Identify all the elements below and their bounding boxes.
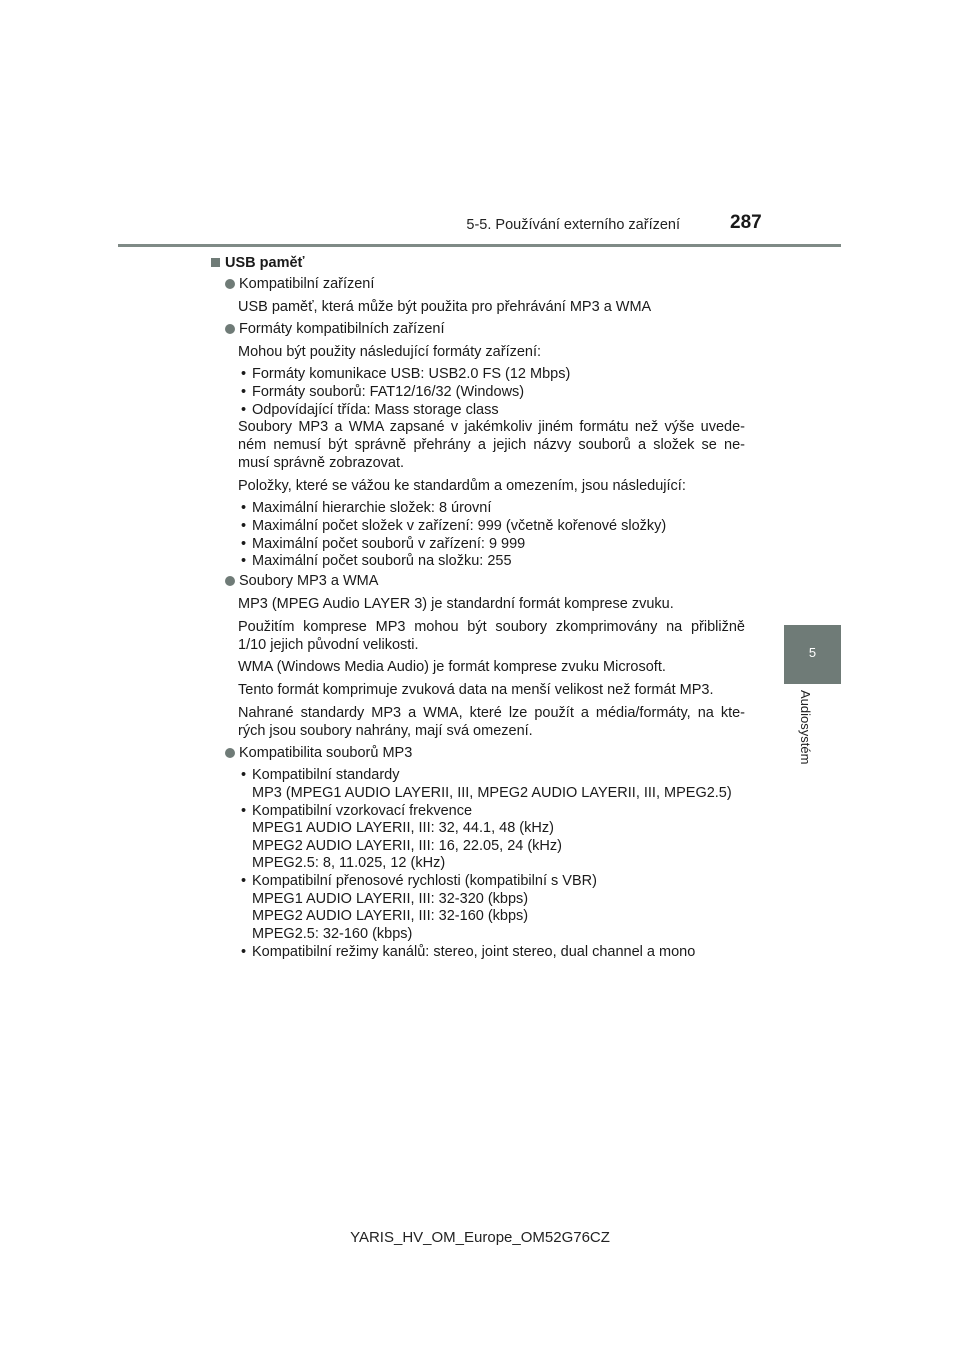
list-item-detail: MPEG2.5: 8, 11.025, 12 (kHz)	[252, 855, 446, 871]
circle-bullet-icon	[225, 748, 235, 758]
chapter-label: Audiosystém	[798, 690, 813, 765]
paragraph-line: rých jsou soubory nahrány, mají svá omezení.	[238, 723, 533, 739]
paragraph: Mohou být použity následující formáty zařízení:	[238, 344, 542, 360]
list-item: • Odpovídající třída: Mass storage class	[241, 402, 499, 418]
bullet-item-text: Formáty kompatibilních zařízení	[239, 321, 445, 337]
list-item-text: Kompatibilní standardy	[252, 767, 400, 783]
bullet-item	[225, 276, 374, 294]
list-item-detail: MPEG2 AUDIO LAYERII, III: 32-160 (kbps)	[252, 908, 529, 924]
page-number: 287	[730, 212, 762, 233]
list-item-text: Formáty komunikace USB: USB2.0 FS (12 Mbps)	[252, 366, 571, 382]
paragraph: Položky, které se vážou ke standardům a omezením, jsou následující:	[238, 478, 686, 494]
bullet-item	[225, 573, 378, 591]
list-item-detail: MPEG1 AUDIO LAYERII, III: 32-320 (kbps)	[252, 891, 529, 907]
document-code-footer: YARIS_HV_OM_Europe_OM52G76CZ	[350, 1229, 610, 1246]
bullet-item-text: Kompatibilní zařízení	[239, 276, 375, 292]
bullet-item-text: Soubory MP3 a WMA	[239, 573, 379, 589]
list-item-text: Maximální počet souborů na složku: 255	[252, 553, 512, 569]
list-item: • Kompatibilní standardy	[241, 767, 400, 783]
list-item-text: Kompatibilní vzorkovací frekvence	[252, 803, 473, 819]
running-header-section: 5-5. Používání externího zařízení	[466, 217, 680, 233]
list-item-detail: MP3 (MPEG1 AUDIO LAYERII, III, MPEG2 AUDIO LAYERII, III, MPEG2.5)	[252, 785, 732, 801]
bullet-item	[225, 745, 412, 763]
list-item: • Maximální počet souborů na složku: 255	[241, 553, 512, 569]
list-item-text: Maximální počet složek v zařízení: 999 (včetně kořenové složky)	[252, 518, 667, 534]
list-item-text: Formáty souborů: FAT12/16/32 (Windows)	[252, 384, 525, 400]
section-heading-text: USB paměť	[225, 255, 305, 271]
circle-bullet-icon	[225, 576, 235, 586]
list-item-detail: MPEG2.5: 32-160 (kbps)	[252, 926, 413, 942]
paragraph-line: Použitím komprese MP3 mohou být soubory zkomprimovány na přibližně	[238, 619, 745, 635]
bullet-item	[225, 321, 445, 339]
list-item: • Kompatibilní režimy kanálů: stereo, joint stereo, dual channel a mono	[241, 944, 696, 960]
list-item: • Formáty souborů: FAT12/16/32 (Windows)	[241, 384, 525, 400]
paragraph-line: Soubory MP3 a WMA zapsané v jakémkoliv jiném formátu než výše uvede-	[238, 419, 745, 435]
list-item: • Maximální hierarchie složek: 8 úrovní	[241, 500, 492, 516]
list-item: • Maximální počet složek v zařízení: 999 (včetně kořenové složky)	[241, 518, 667, 534]
list-item: • Kompatibilní přenosové rychlosti (kompatibilní s VBR)	[241, 873, 597, 889]
chapter-number: 5	[808, 645, 817, 660]
paragraph: MP3 (MPEG Audio LAYER 3) je standardní formát komprese zvuku.	[238, 596, 674, 612]
list-item: • Formáty komunikace USB: USB2.0 FS (12 Mbps)	[241, 366, 571, 382]
paragraph-line: Nahrané standardy MP3 a WMA, které lze použít a média/formáty, na kte-	[238, 705, 745, 721]
paragraph-line: musí správně zobrazovat.	[238, 455, 405, 471]
list-item-text: Kompatibilní přenosové rychlosti (kompatibilní s VBR)	[252, 873, 597, 889]
paragraph-line: 1/10 jejich původní velikosti.	[238, 637, 419, 653]
list-item-text: Maximální počet souborů v zařízení: 9 999	[252, 536, 526, 552]
section-heading	[211, 255, 304, 273]
list-item: • Kompatibilní vzorkovací frekvence	[241, 803, 473, 819]
paragraph: WMA (Windows Media Audio) je formát komprese zvuku Microsoft.	[238, 659, 666, 675]
list-item-detail: MPEG1 AUDIO LAYERII, III: 32, 44.1, 48 (kHz)	[252, 820, 554, 836]
paragraph: USB paměť, která může být použita pro přehrávání MP3 a WMA	[238, 299, 652, 315]
paragraph: Tento formát komprimuje zvuková data na menší velikost než formát MP3.	[238, 682, 714, 698]
bullet-item-text: Kompatibilita souborů MP3	[239, 745, 413, 761]
list-item-text: Odpovídající třída: Mass storage class	[252, 402, 499, 418]
list-item-text: Maximální hierarchie složek: 8 úrovní	[252, 500, 492, 516]
square-bullet-icon	[211, 258, 220, 267]
list-item-text: Kompatibilní režimy kanálů: stereo, joint stereo, dual channel a mono	[252, 944, 696, 960]
circle-bullet-icon	[225, 324, 235, 334]
circle-bullet-icon	[225, 279, 235, 289]
list-item: • Maximální počet souborů v zařízení: 9 999	[241, 536, 526, 552]
paragraph-line: ném nemusí být správně přehrány a jejich názvy souborů a složek se ne-	[238, 437, 745, 453]
list-item-detail: MPEG2 AUDIO LAYERII, III: 16, 22.05, 24 (kHz)	[252, 838, 562, 854]
